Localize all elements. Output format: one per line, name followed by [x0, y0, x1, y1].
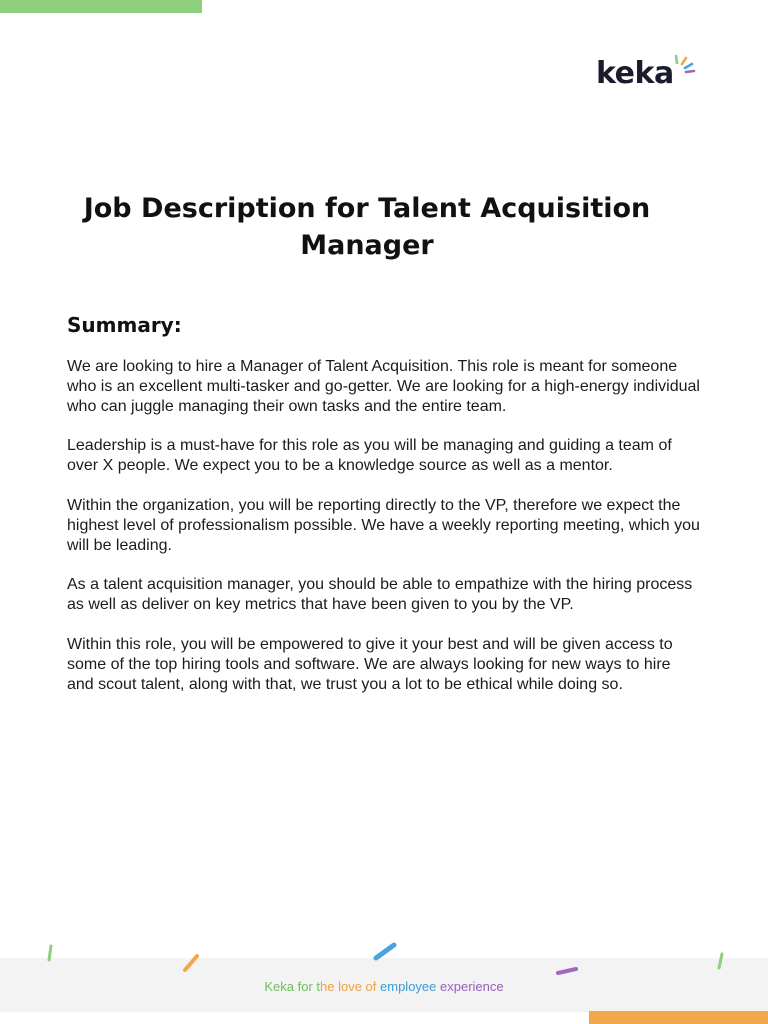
logo-wordmark: keka [596, 56, 674, 91]
top-accent-bar [0, 0, 202, 13]
summary-heading: Summary: [67, 313, 182, 337]
keka-logo [596, 54, 706, 94]
footer-tagline [0, 978, 768, 996]
summary-paragraph: Within this role, you will be empowered to give it your best and will be given access to some of the top hiring tools and software. We are always looking for new ways to hire and scout talent, along with that, we trust you a lot to be ethical while doing so. [67, 635, 673, 693]
page-title: Job Description for Talent Acquisition Manager [83, 193, 651, 261]
summary-paragraph: Within the organization, you will be reporting directly to the VP, therefore we expect the highest level of professionalism possible. We have a weekly reporting meeting, which you will be leading. [67, 496, 700, 554]
summary-body [67, 357, 701, 714]
bottom-accent-bar [589, 1011, 768, 1024]
tagline-part: he love of [320, 979, 381, 994]
tagline-part: Keka for t [264, 979, 321, 994]
logo-sparks-icon [672, 54, 698, 76]
summary-paragraph: Leadership is a must-have for this role as you will be managing and guiding a team of over X people. We expect you to be a knowledge source as well as a mentor. [67, 437, 672, 475]
tagline-part: employee [380, 979, 440, 994]
tagline-part: experience [440, 979, 504, 994]
summary-paragraph: We are looking to hire a Manager of Talent Acquisition. This role is meant for someone who is an excellent multi-tasker and go-getter. We are looking for a high-energy individual who can juggle managing their own tasks and the entire team. [67, 358, 700, 415]
summary-paragraph: As a talent acquisition manager, you should be able to empathize with the hiring process as well as deliver on key metrics that have been given to you by the VP. [67, 576, 693, 614]
